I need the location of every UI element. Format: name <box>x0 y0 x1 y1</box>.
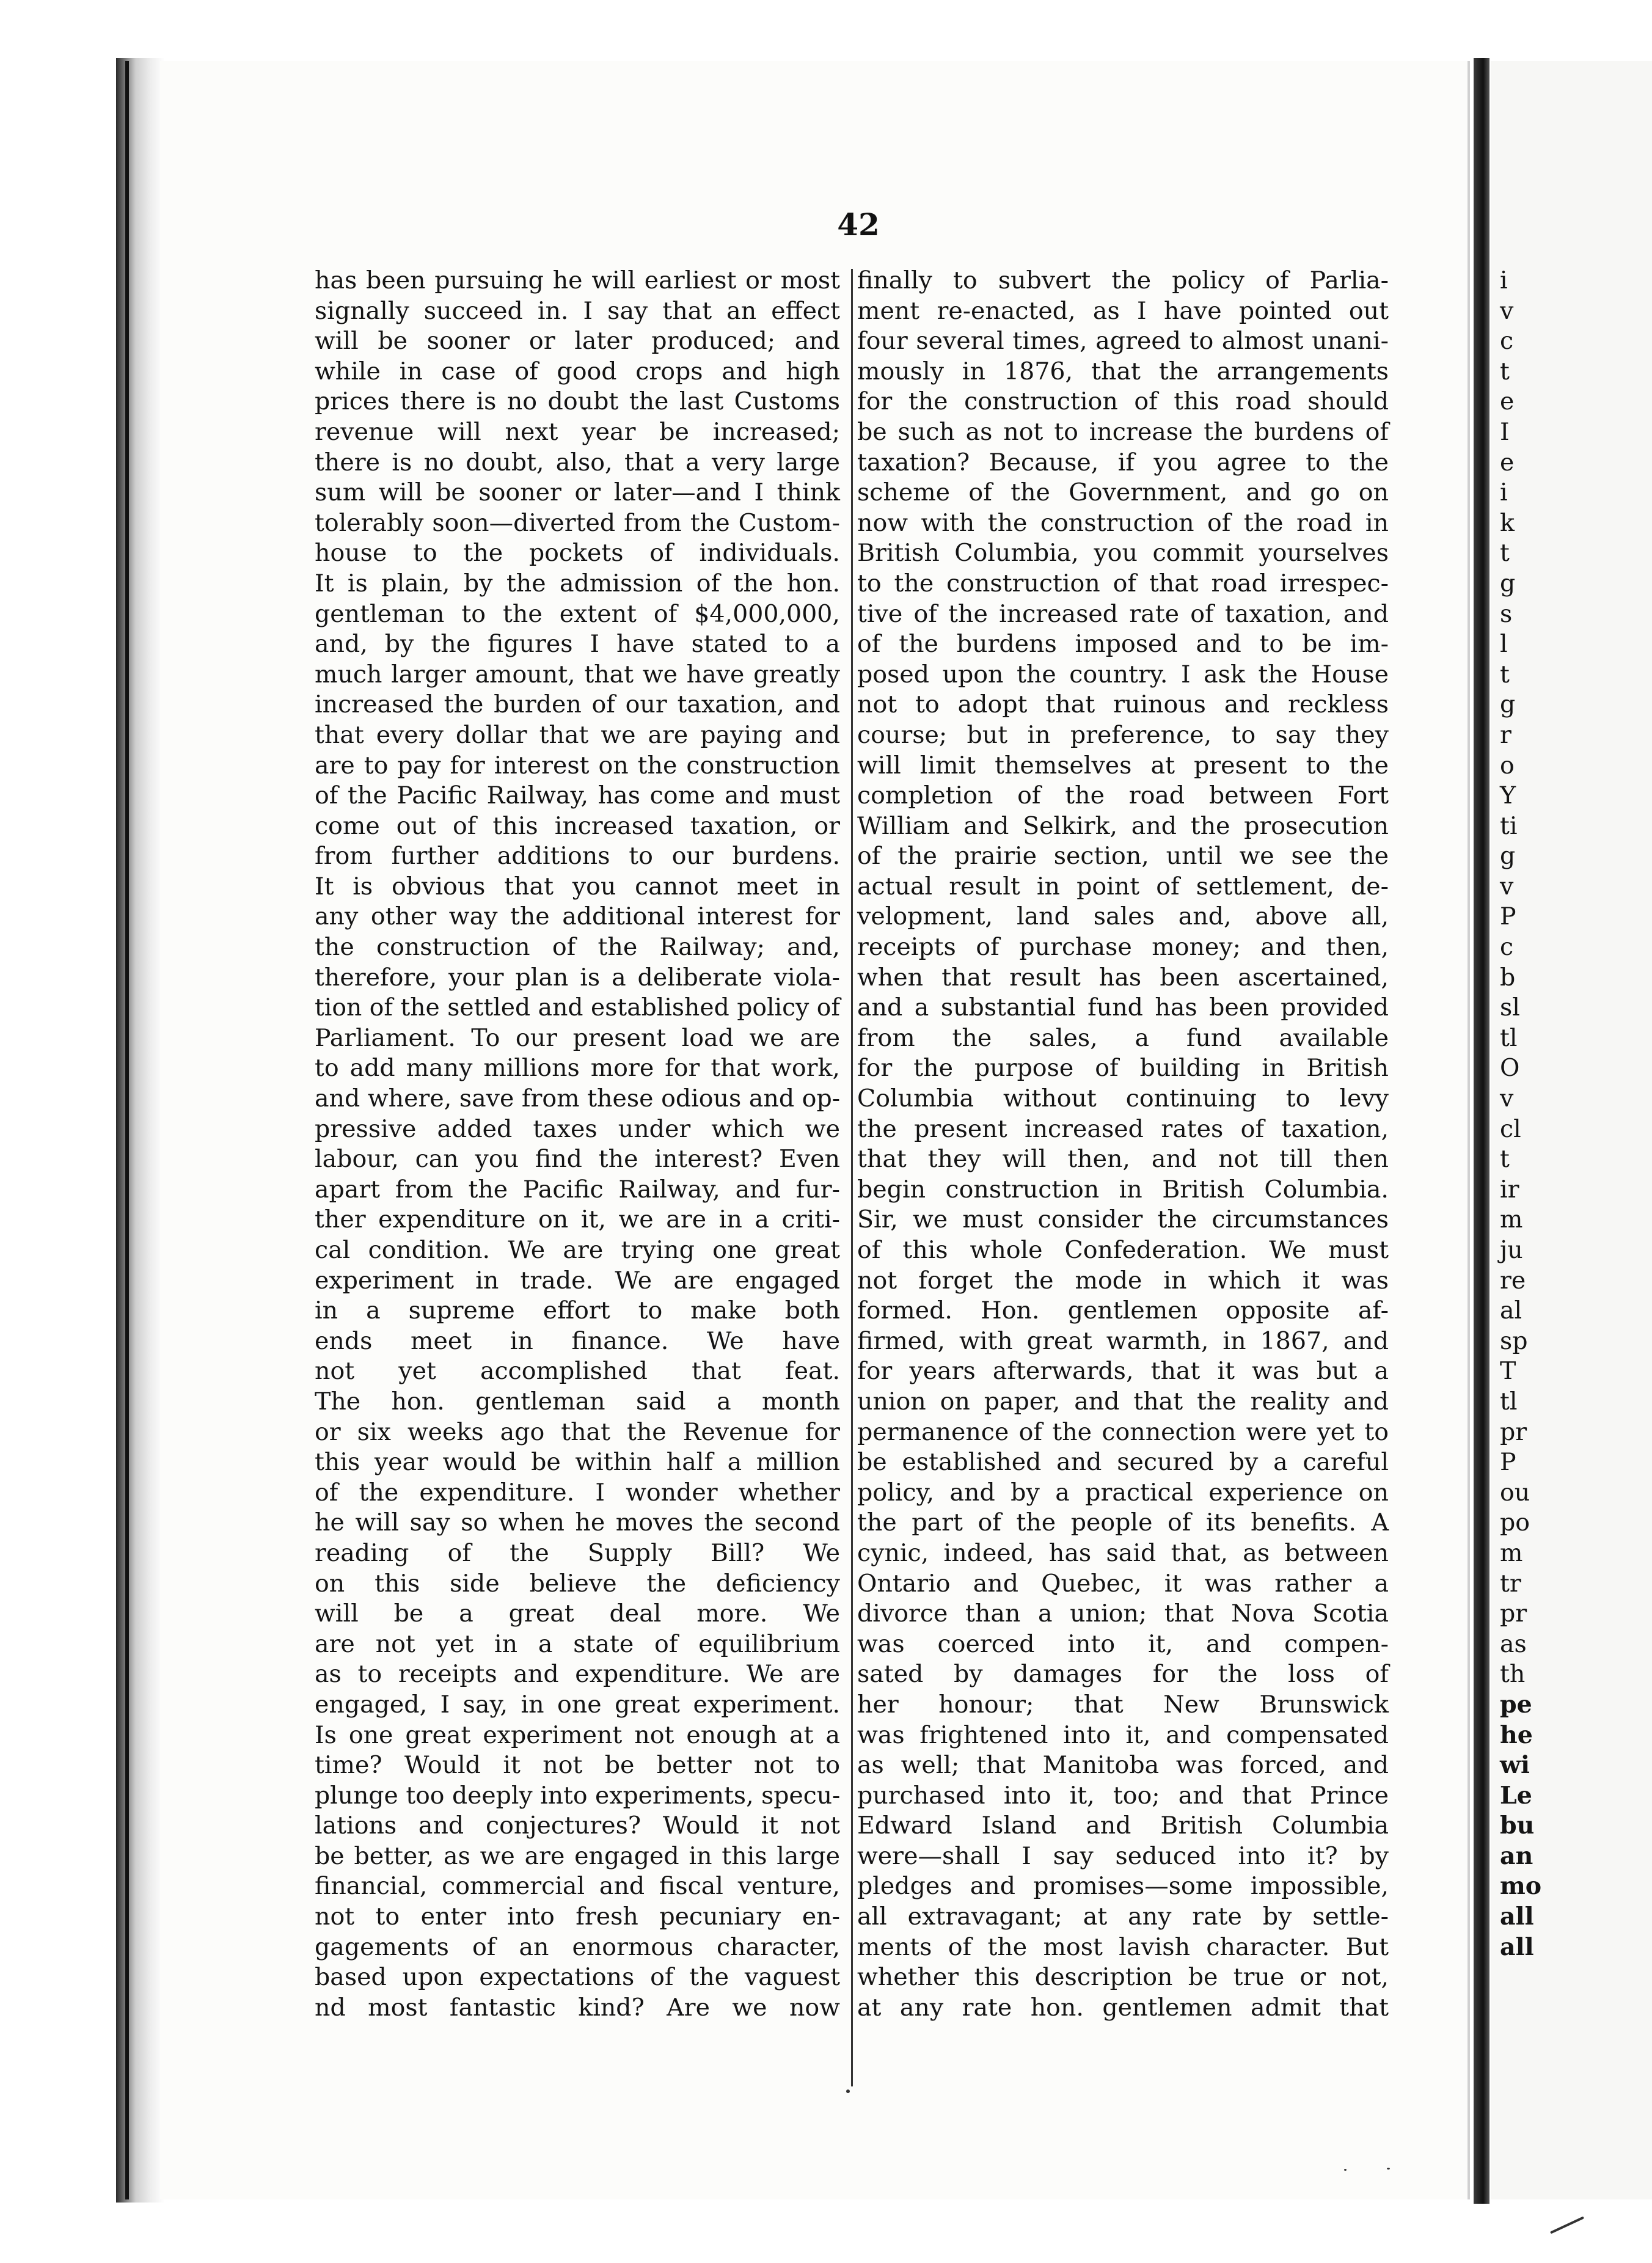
left-column-line: experiment in trade. We are engaged <box>315 1266 840 1295</box>
right-column-line: permanence of the connection were yet to <box>857 1417 1389 1446</box>
right-column-line: mously in 1876, that the arrangements <box>857 357 1389 386</box>
facing-page-line-fragment: tr <box>1500 1569 1521 1598</box>
right-column-line: William and Selkirk, and the prosecution <box>857 811 1389 840</box>
facing-page-line-fragment: b <box>1500 963 1516 992</box>
facing-page-line-fragment: t <box>1500 357 1510 386</box>
facing-page-line-fragment: l <box>1500 630 1508 659</box>
facing-page-line-fragment: T <box>1500 1357 1516 1386</box>
left-column-line: reading of the Supply Bill? We <box>315 1538 840 1567</box>
facing-page-line-fragment: he <box>1500 1720 1533 1749</box>
right-column-line: course; but in preference, to say they <box>857 720 1389 749</box>
right-column-line: for the purpose of building in British <box>857 1054 1389 1083</box>
facing-page-line-fragment: sl <box>1500 993 1520 1022</box>
left-column-line: Parliament. To our present load we are <box>315 1023 840 1052</box>
facing-page-edge <box>1474 58 1489 2204</box>
left-column-line: gentleman to the extent of $4,000,000, <box>315 599 840 628</box>
ink-speck <box>1387 2168 1390 2170</box>
facing-page-text-fragments <box>1500 266 1652 1962</box>
left-column-line: on this side believe the deficiency <box>315 1569 840 1598</box>
right-column-line: will limit themselves at present to the <box>857 751 1389 780</box>
left-column-line: has been pursuing he will earliest or most <box>315 266 840 294</box>
facing-page-line-fragment: Le <box>1500 1781 1532 1810</box>
facing-page-line-fragment: g <box>1500 690 1516 719</box>
facing-page-line-fragment: i <box>1500 266 1508 294</box>
left-column-line: gagements of an enormous character, <box>315 1932 840 1961</box>
right-column-line: the part of the people of its benefits. A <box>857 1508 1389 1537</box>
right-column-line: from the sales, a fund available <box>857 1023 1389 1052</box>
facing-page-line-fragment: ti <box>1500 811 1518 840</box>
right-column-line: ment re-enacted, as I have pointed out <box>857 296 1389 325</box>
right-column-line: actual result in point of settlement, de- <box>857 872 1389 901</box>
left-column-line: house to the pockets of individuals. <box>315 539 840 568</box>
right-column-line: begin construction in British Columbia. <box>857 1175 1389 1204</box>
left-column-line: any other way the additional interest for <box>315 902 840 931</box>
facing-page-line-fragment: tl <box>1500 1023 1518 1052</box>
right-column-line: cynic, indeed, has said that, as between <box>857 1538 1389 1567</box>
left-column-line: financial, commercial and fiscal venture, <box>315 1872 840 1901</box>
right-column-line: whether this description be true or not, <box>857 1963 1389 1992</box>
right-column-line: Columbia without continuing to levy <box>857 1084 1389 1113</box>
right-column-line: posed upon the country. I ask the House <box>857 660 1389 689</box>
facing-page-line-fragment: t <box>1500 1145 1510 1174</box>
facing-page-line-fragment: cl <box>1500 1114 1521 1143</box>
right-column-line: Edward Island and British Columbia <box>857 1811 1389 1840</box>
left-column-line: and where, save from these odious and op- <box>315 1084 841 1113</box>
left-column-line: cal condition. We are trying one great <box>315 1236 840 1264</box>
right-column-line: now with the construction of the road in <box>857 508 1389 537</box>
right-column-line: as well; that Manitoba was forced, and <box>857 1751 1389 1780</box>
left-column-line: much larger amount, that we have greatly <box>315 660 840 689</box>
facing-page-line-fragment: pr <box>1500 1599 1527 1628</box>
facing-page-line-fragment: s <box>1500 599 1513 628</box>
facing-page-line-fragment: P <box>1500 1448 1516 1477</box>
right-text-column <box>857 266 1389 2023</box>
facing-page-line-fragment: ir <box>1500 1175 1519 1204</box>
right-column-line: completion of the road between Fort <box>857 781 1389 810</box>
right-column-line: receipts of purchase money; and then, <box>857 933 1389 962</box>
facing-page-line-fragment: as <box>1500 1629 1527 1658</box>
right-column-line: scheme of the Government, and go on <box>857 478 1389 507</box>
facing-page-line-fragment: O <box>1500 1054 1520 1083</box>
left-column-line: and, by the figures I have stated to a <box>315 630 840 659</box>
facing-page-line-fragment: all <box>1500 1903 1534 1931</box>
right-column-line: the present increased rates of taxation, <box>857 1114 1389 1143</box>
page-number: 42 <box>837 207 880 243</box>
facing-page-line-fragment: tl <box>1500 1387 1518 1416</box>
right-column-line: and a substantial fund has been provided <box>857 993 1389 1022</box>
facing-page-line-fragment: I <box>1500 417 1510 446</box>
facing-page-line-fragment: e <box>1500 448 1515 477</box>
left-column-line: engaged, I say, in one great experiment. <box>315 1690 840 1719</box>
left-column-line: ends meet in finance. We have <box>315 1326 840 1355</box>
right-column-line: were—shall I say seduced into it? by <box>857 1841 1389 1870</box>
left-column-line: as to receipts and expenditure. We are <box>315 1660 840 1689</box>
right-column-line: tive of the increased rate of taxation, and <box>857 599 1389 628</box>
facing-page-line-fragment: th <box>1500 1660 1526 1689</box>
facing-page-line-fragment: t <box>1500 539 1510 568</box>
right-column-line: be such as not to increase the burdens of <box>857 417 1389 446</box>
right-column-line: be established and secured by a careful <box>857 1448 1389 1477</box>
right-column-line: sated by damages for the loss of <box>857 1660 1389 1689</box>
facing-page-line-fragment: ou <box>1500 1478 1530 1507</box>
left-column-line: labour, can you find the interest? Even <box>315 1145 840 1174</box>
facing-page-line-fragment: g <box>1500 842 1516 871</box>
left-text-column <box>315 266 840 2023</box>
facing-page-line-fragment: an <box>1500 1841 1533 1870</box>
right-column-line: purchased into it, too; and that Prince <box>857 1781 1389 1810</box>
left-column-line: this year would be within half a million <box>315 1448 840 1477</box>
right-column-line: firmed, with great warmth, in 1867, and <box>857 1326 1389 1355</box>
right-column-line: divorce than a union; that Nova Scotia <box>857 1599 1389 1628</box>
right-column-line: taxation? Because, if you agree to the <box>857 448 1389 477</box>
left-column-line: revenue will next year be increased; <box>315 417 840 446</box>
left-column-line: will be sooner or later produced; and <box>315 327 840 356</box>
right-column-line: Sir, we must consider the circumstances <box>857 1205 1389 1234</box>
facing-page-line-fragment: t <box>1500 660 1510 689</box>
right-column-line: of the prairie section, until we see the <box>857 842 1389 871</box>
right-column-line: policy, and by a practical experience on <box>857 1478 1389 1507</box>
facing-page-line-fragment: pr <box>1500 1417 1527 1446</box>
right-column-line: four several times, agreed to almost unani- <box>857 327 1389 356</box>
right-column-line: not to adopt that ruinous and reckless <box>857 690 1389 719</box>
right-column-line: not forget the mode in which it was <box>857 1266 1389 1295</box>
right-column-line: at any rate hon. gentlemen admit that <box>857 1993 1389 2022</box>
left-column-line: based upon expectations of the vaguest <box>315 1963 840 1992</box>
left-column-line: prices there is no doubt the last Customs <box>315 387 840 416</box>
left-column-line: there is no doubt, also, that a very large <box>315 448 840 477</box>
left-column-line: signally succeed in. I say that an effect <box>315 296 840 325</box>
left-column-line: to add many millions more for that work, <box>315 1054 840 1083</box>
facing-page-line-fragment: re <box>1500 1266 1526 1295</box>
right-column-line: finally to subvert the policy of Parlia- <box>857 266 1389 294</box>
left-column-line: The hon. gentleman said a month <box>315 1387 840 1416</box>
left-column-line: in a supreme effort to make both <box>315 1296 840 1325</box>
facing-page-line-fragment: v <box>1500 1084 1514 1113</box>
left-column-line: tion of the settled and established policy of <box>315 993 840 1022</box>
left-column-line: pressive added taxes under which we <box>315 1114 840 1143</box>
left-column-line: come out of this increased taxation, or <box>315 811 840 840</box>
left-column-line: the construction of the Railway; and, <box>315 933 840 962</box>
left-column-line: that every dollar that we are paying and <box>315 720 840 749</box>
left-column-line: therefore, your plan is a deliberate viola- <box>315 963 840 992</box>
facing-page-line-fragment: m <box>1500 1538 1523 1567</box>
right-column-line: to the construction of that road irrespec- <box>857 569 1389 598</box>
ink-speck <box>1344 2169 1347 2171</box>
facing-page-line-fragment: r <box>1500 720 1511 749</box>
binding-edge <box>125 61 129 2199</box>
right-column-line: for the construction of this road should <box>857 387 1389 416</box>
left-column-line: sum will be sooner or later—and I think <box>315 478 840 507</box>
left-column-line: tolerably soon—diverted from the Custom- <box>315 508 840 537</box>
facing-page-line-fragment: wi <box>1500 1751 1530 1780</box>
right-column-line: was frightened into it, and compensated <box>857 1720 1389 1749</box>
left-column-line: ther expenditure on it, we are in a criti- <box>315 1205 840 1234</box>
right-column-line: when that result has been ascertained, <box>857 963 1389 992</box>
facing-page-line-fragment: P <box>1500 902 1516 931</box>
facing-page-line-fragment: c <box>1500 933 1514 962</box>
facing-page-line-fragment: al <box>1500 1296 1522 1325</box>
ink-speck <box>846 2089 850 2093</box>
facing-page-line-fragment: mo <box>1500 1872 1542 1901</box>
right-column-line: for years afterwards, that it was but a <box>857 1357 1389 1386</box>
column-divider <box>851 269 853 2086</box>
facing-page-line-fragment: v <box>1500 296 1514 325</box>
left-column-line: nd most fantastic kind? Are we now <box>315 1993 840 2022</box>
right-column-line: ments of the most lavish character. But <box>857 1932 1389 1961</box>
left-column-line: plunge too deeply into experiments, specu- <box>315 1781 841 1810</box>
binding-shadow <box>116 58 165 2203</box>
facing-page-line-fragment: Y <box>1500 781 1516 810</box>
facing-page-line-fragment: i <box>1500 478 1508 507</box>
facing-page-line-fragment: k <box>1500 508 1515 537</box>
right-column-line: of this whole Confederation. We must <box>857 1236 1389 1264</box>
facing-page-line-fragment: ju <box>1500 1236 1523 1264</box>
left-column-line: of the Pacific Railway, has come and must <box>315 781 840 810</box>
left-column-line: Is one great experiment not enough at a <box>315 1720 840 1749</box>
facing-page-line-fragment: pe <box>1500 1690 1532 1719</box>
right-column-line: of the burdens imposed and to be im- <box>857 630 1389 659</box>
left-column-line: are to pay for interest on the construction <box>315 751 840 780</box>
ink-speck <box>1550 2217 1584 2234</box>
left-column-line: are not yet in a state of equilibrium <box>315 1629 840 1658</box>
left-column-line: It is obvious that you cannot meet in <box>315 872 840 901</box>
facing-page-line-fragment: sp <box>1500 1326 1528 1355</box>
left-column-line: time? Would it not be better not to <box>315 1751 840 1780</box>
right-column-line: all extravagant; at any rate by settle- <box>857 1903 1389 1931</box>
left-column-line: lations and conjectures? Would it not <box>315 1811 840 1840</box>
left-column-line: increased the burden of our taxation, and <box>315 690 840 719</box>
right-column-line: that they will then, and not till then <box>857 1145 1389 1174</box>
facing-page-line-fragment: po <box>1500 1508 1530 1537</box>
right-column-line: British Columbia, you commit yourselves <box>857 539 1389 568</box>
left-column-line: be better, as we are engaged in this large <box>315 1841 840 1870</box>
facing-page-line-fragment: g <box>1500 569 1516 598</box>
left-column-line: he will say so when he moves the second <box>315 1508 840 1537</box>
left-column-line: while in case of good crops and high <box>315 357 840 386</box>
facing-page-line-fragment: all <box>1500 1932 1534 1961</box>
right-column-line: was coerced into it, and compen- <box>857 1629 1389 1658</box>
facing-page-line-fragment: v <box>1500 872 1514 901</box>
left-column-line: It is plain, by the admission of the hon. <box>315 569 840 598</box>
right-column-line: formed. Hon. gentlemen opposite af- <box>857 1296 1389 1325</box>
left-column-line: apart from the Pacific Railway, and fur- <box>315 1175 840 1204</box>
facing-page-line-fragment: e <box>1500 387 1515 416</box>
right-column-line: velopment, land sales and, above all, <box>857 902 1389 931</box>
right-column-line: her honour; that New Brunswick <box>857 1690 1389 1719</box>
facing-page-line-fragment: o <box>1500 751 1515 780</box>
facing-page-line-fragment: c <box>1500 327 1514 356</box>
right-column-line: Ontario and Quebec, it was rather a <box>857 1569 1389 1598</box>
left-column-line: from further additions to our burdens. <box>315 842 840 871</box>
left-column-line: not to enter into fresh pecuniary en- <box>315 1903 840 1931</box>
right-column-line: union on paper, and that the reality and <box>857 1387 1389 1416</box>
left-column-line: not yet accomplished that feat. <box>315 1357 840 1386</box>
facing-page-line-fragment: m <box>1500 1205 1523 1234</box>
left-column-line: will be a great deal more. We <box>315 1599 840 1628</box>
right-column-line: pledges and promises—some impossible, <box>857 1872 1389 1901</box>
facing-page-line-fragment: bu <box>1500 1811 1535 1840</box>
left-column-line: or six weeks ago that the Revenue for <box>315 1417 840 1446</box>
left-column-line: of the expenditure. I wonder whether <box>315 1478 840 1507</box>
